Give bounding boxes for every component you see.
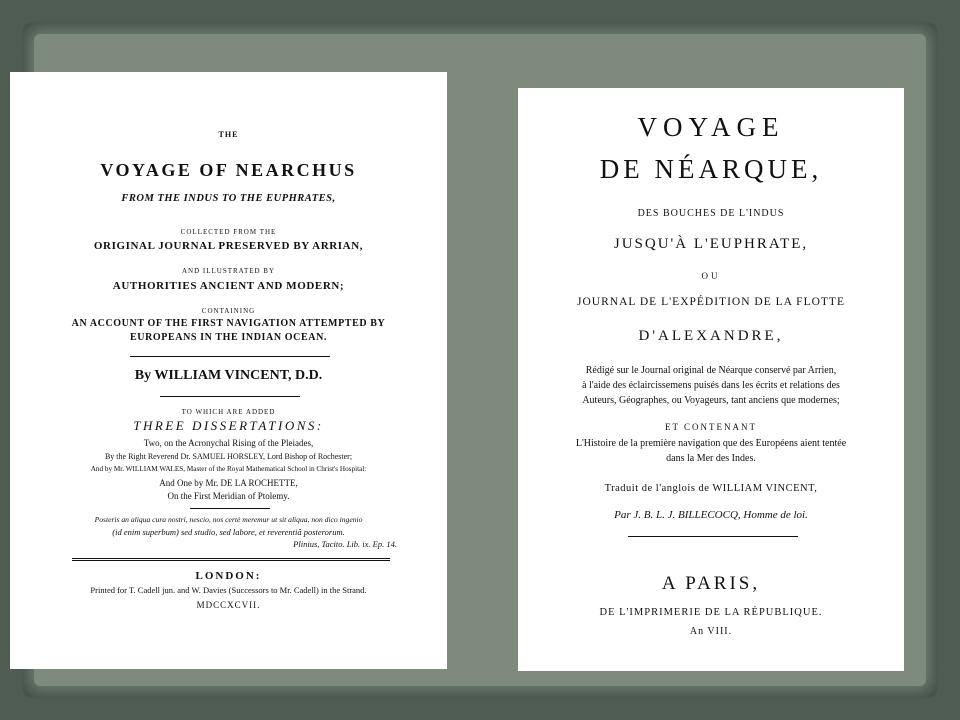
english-title-page [10,72,447,669]
from-line: DES BOUCHES DE L'INDUS [637,208,785,219]
quote-source: Plinius, Tacito. Lib. ix. Ep. 14. [293,539,397,549]
dissertation-line-3: And by Mr. WILLIAM WALES, Master of the Royal Mathematical School in Christ's Hospital: [90,465,367,473]
divider [160,396,300,397]
redige-line-1: Rédigé sur le Journal original de Néarque conservé par Arrien, [585,365,837,376]
subtitle: FROM THE INDUS TO THE EUPHRATES, [121,193,336,204]
containing-label: CONTAINING [201,307,256,315]
journal-line: ORIGINAL JOURNAL PRESERVED BY ARRIAN, [93,240,364,252]
account-line-1: AN ACCOUNT OF THE FIRST NAVIGATION ATTEMPTED BY [71,318,386,329]
contenant-line: ET CONTENANT [664,422,758,432]
dissertation-line-2: By the Right Reverend Dr. SAMUEL HORSLEY, Lord Bishop of Rochester; [104,452,353,461]
dissertation-line-5: On the First Meridian of Ptolemy. [167,491,290,501]
dissertation-line-1: Two, on the Acronychal Rising of the Pleiades, [143,438,314,448]
to-line: JUSQU'À L'EUPHRATE, [613,236,809,252]
divider [628,536,798,537]
author-line: By WILLIAM VINCENT, D.D. [134,368,323,383]
divider [190,508,270,509]
translator-line: Par J. B. L. J. BILLECOCQ, Homme de loi. [614,509,808,521]
or-line: OU [701,271,721,281]
double-rule [72,558,390,561]
alexander-line: D'ALEXANDRE, [638,328,784,344]
authorities-line: AUTHORITIES ANCIENT AND MODERN; [112,280,345,292]
imprint-year: MDCCXCVII. [196,600,261,610]
french-title-page [518,88,904,671]
quote-line-1: Posteris an aliqua cura nostri, nescio, nos certè meremur ut sit aliqua, non dico ingenio [94,515,363,524]
divider [130,356,330,357]
imprint-printer: Printed for T. Cadell jun. and W. Davies (Successors to Mr. Cadell) in the Strand. [90,585,367,595]
collected-label: COLLECTED FROM THE [180,228,277,236]
page-title-line-1: VOYAGE [637,112,785,142]
imprint-year: An VIII. [689,626,733,637]
imprint-place: LONDON: [195,570,262,582]
traduit-line: Traduit de l'anglois de WILLIAM VINCENT, [604,483,818,494]
redige-line-3: Auteurs, Géographes, ou Voyageurs, tant anciens que modernes; [582,395,840,406]
imprint-place: A PARIS, [661,573,761,594]
imprint-printer: DE L'IMPRIMERIE DE LA RÉPUBLIQUE. [599,607,823,618]
redige-line-2: à l'aide des éclaircissemens puisés dans les écrits et relations des [582,380,840,391]
account-line-2: EUROPEANS IN THE INDIAN OCEAN. [129,332,327,343]
journal-line: JOURNAL DE L'EXPÉDITION DE LA FLOTTE [577,296,845,308]
histoire-line-2: dans la Mer des Indes. [666,453,756,464]
illustrated-label: AND ILLUSTRATED BY [181,267,276,275]
dissertation-line-4: And One by Mr. DE LA ROCHETTE, [159,478,298,488]
dissertations-heading: THREE DISSERTATIONS: [133,418,324,433]
page-title: VOYAGE OF NEARCHUS [100,160,357,180]
the-label: THE [218,130,239,139]
added-label: TO WHICH ARE ADDED [181,408,276,416]
histoire-line-1: L'Histoire de la première navigation que des Européens aient tentée [575,438,847,449]
quote-line-2: (id enim superbum) sed studio, sed labore, et reverentiâ posterorum. [112,527,345,537]
page-title-line-2: DE NÉARQUE, [599,154,823,184]
